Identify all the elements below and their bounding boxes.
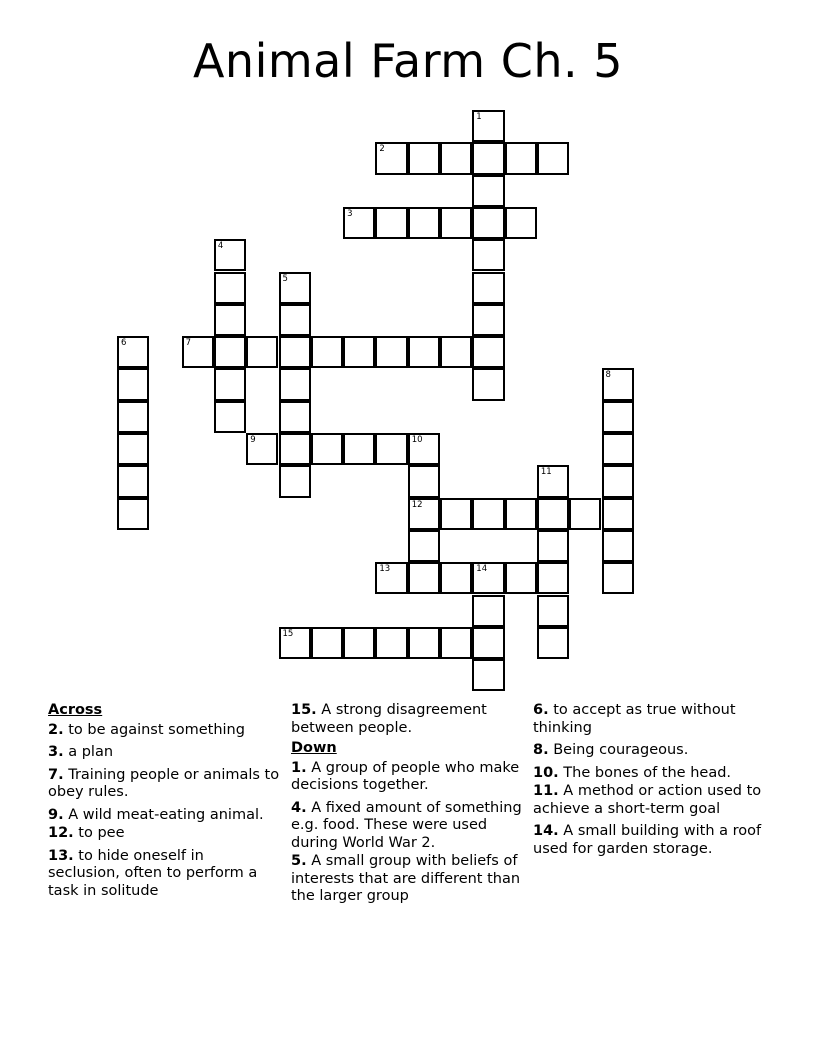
grid-cell[interactable] bbox=[472, 142, 504, 174]
grid-cell[interactable] bbox=[472, 110, 504, 142]
grid-cell[interactable] bbox=[117, 401, 149, 433]
grid-cell[interactable] bbox=[408, 207, 440, 239]
grid-cell[interactable] bbox=[537, 465, 569, 497]
grid-cell[interactable] bbox=[505, 207, 537, 239]
grid-cell[interactable] bbox=[472, 498, 504, 530]
clue-number: 9. bbox=[48, 806, 64, 823]
grid-cell[interactable] bbox=[117, 368, 149, 400]
grid-cell[interactable] bbox=[408, 433, 440, 465]
grid-cell[interactable] bbox=[214, 368, 246, 400]
grid-cell[interactable] bbox=[472, 304, 504, 336]
grid-cell[interactable] bbox=[279, 368, 311, 400]
grid-cell[interactable] bbox=[408, 465, 440, 497]
clue-text: A strong disagreement between people. bbox=[291, 702, 487, 736]
clue-across-9 bbox=[48, 807, 280, 825]
grid-cell[interactable] bbox=[472, 368, 504, 400]
clue-text: The bones of the head. bbox=[563, 764, 732, 781]
grid-cell[interactable] bbox=[375, 627, 407, 659]
clue-number: 14. bbox=[533, 823, 559, 839]
grid-cell[interactable] bbox=[472, 207, 504, 239]
grid-cell[interactable] bbox=[472, 175, 504, 207]
clue-text: a plan bbox=[68, 744, 114, 760]
clue-number: 13. bbox=[48, 847, 74, 864]
clue-across-7 bbox=[48, 767, 280, 802]
clue-number: 6. bbox=[533, 702, 549, 718]
grid-cell[interactable] bbox=[311, 627, 343, 659]
clue-number: 4. bbox=[291, 799, 307, 816]
grid-cell[interactable] bbox=[279, 627, 311, 659]
grid-cell[interactable] bbox=[408, 530, 440, 562]
clue-number: 15. bbox=[291, 702, 317, 718]
grid-cell[interactable] bbox=[408, 336, 440, 368]
cell-number: 3 bbox=[347, 208, 353, 219]
clue-number: 7. bbox=[48, 766, 64, 783]
clue-down-5 bbox=[291, 853, 525, 906]
across-heading: Across bbox=[48, 702, 103, 718]
grid-cell[interactable] bbox=[537, 530, 569, 562]
clue-text: A small building with a roof used for garden storage. bbox=[533, 823, 762, 857]
cell-number: 1 bbox=[476, 112, 482, 122]
clue-text: to pee bbox=[78, 825, 125, 841]
grid-cell[interactable] bbox=[279, 272, 311, 304]
clue-number: 3. bbox=[48, 744, 64, 760]
cell-number: 8 bbox=[605, 370, 611, 381]
clue-across-2 bbox=[48, 722, 280, 740]
grid-cell[interactable] bbox=[279, 304, 311, 336]
grid-cell[interactable] bbox=[602, 433, 634, 465]
clue-text: A method or action used to achieve a short-term goal bbox=[533, 783, 762, 817]
clue-number: 12. bbox=[48, 825, 74, 841]
cell-number: 2 bbox=[379, 144, 385, 155]
clue-across-12 bbox=[48, 825, 280, 843]
clue-down-14 bbox=[533, 823, 769, 858]
clue-text: to be against something bbox=[68, 721, 245, 738]
clue-text: A fixed amount of something e.g. food. These were used during World War 2. bbox=[291, 799, 522, 851]
grid-cell[interactable] bbox=[408, 498, 440, 530]
grid-cell[interactable] bbox=[537, 142, 569, 174]
clue-text: Training people or animals to obey rules. bbox=[48, 766, 280, 800]
grid-cell[interactable] bbox=[537, 627, 569, 659]
grid-cell[interactable] bbox=[375, 336, 407, 368]
down-heading: Down bbox=[291, 740, 337, 756]
grid-cell[interactable] bbox=[279, 465, 311, 497]
cell-number: 11 bbox=[540, 467, 552, 478]
cell-number: 7 bbox=[185, 338, 192, 349]
grid-cell[interactable] bbox=[505, 142, 537, 174]
grid-cell[interactable] bbox=[537, 562, 569, 594]
clue-across-3 bbox=[48, 744, 280, 762]
clues-column-1 bbox=[48, 702, 280, 905]
grid-cell[interactable] bbox=[246, 336, 278, 368]
grid-cell[interactable] bbox=[537, 498, 569, 530]
clue-number: 1. bbox=[291, 759, 307, 776]
grid-cell[interactable] bbox=[602, 498, 634, 530]
grid-cell[interactable] bbox=[602, 401, 634, 433]
clue-text: to hide oneself in seclusion, often to perform a task in solitude bbox=[48, 847, 258, 899]
grid-cell[interactable] bbox=[569, 498, 601, 530]
grid-cell[interactable] bbox=[472, 336, 504, 368]
clue-down-6 bbox=[533, 702, 769, 737]
grid-cell[interactable] bbox=[505, 498, 537, 530]
grid-cell[interactable] bbox=[472, 562, 504, 594]
grid-cell[interactable] bbox=[440, 562, 472, 594]
grid-cell[interactable] bbox=[440, 336, 472, 368]
grid-cell[interactable] bbox=[408, 562, 440, 594]
grid-cell[interactable] bbox=[343, 433, 375, 465]
clue-down-4 bbox=[291, 800, 525, 853]
clue-across-13 bbox=[48, 848, 280, 901]
grid-cell[interactable] bbox=[375, 562, 407, 594]
clue-down-10 bbox=[533, 765, 769, 783]
clue-down-1 bbox=[291, 760, 525, 795]
clue-number: 8. bbox=[533, 742, 549, 758]
grid-cell[interactable] bbox=[117, 498, 149, 530]
grid-cell[interactable] bbox=[311, 336, 343, 368]
cell-number: 12 bbox=[411, 499, 423, 510]
grid-cell[interactable] bbox=[214, 272, 246, 304]
grid-cell[interactable] bbox=[602, 465, 634, 497]
clue-number: 5. bbox=[291, 853, 307, 869]
clue-down-8 bbox=[533, 742, 769, 760]
cell-number: 14 bbox=[476, 564, 488, 575]
cell-number: 4 bbox=[217, 241, 224, 252]
grid-cell[interactable] bbox=[117, 465, 149, 497]
clue-text: A group of people who make decisions together. bbox=[291, 759, 520, 793]
clue-number: 10. bbox=[533, 764, 559, 781]
puzzle-title: Animal Farm Ch. 5 bbox=[192, 34, 624, 88]
grid-cell[interactable] bbox=[375, 207, 407, 239]
grid-cell[interactable] bbox=[472, 659, 504, 691]
grid-cell[interactable] bbox=[214, 401, 246, 433]
clues-column-3 bbox=[533, 702, 769, 863]
grid-cell[interactable] bbox=[440, 627, 472, 659]
grid-cell[interactable] bbox=[375, 142, 407, 174]
grid-cell[interactable] bbox=[214, 336, 246, 368]
clue-text: to accept as true without thinking bbox=[533, 702, 736, 736]
grid-cell[interactable] bbox=[343, 336, 375, 368]
grid-cell[interactable] bbox=[343, 627, 375, 659]
grid-cell[interactable] bbox=[279, 401, 311, 433]
clue-across-15 bbox=[291, 702, 525, 737]
grid-cell[interactable] bbox=[472, 627, 504, 659]
grid-cell[interactable] bbox=[279, 336, 311, 368]
grid-cell[interactable] bbox=[117, 433, 149, 465]
grid-cell[interactable] bbox=[602, 562, 634, 594]
grid-cell[interactable] bbox=[408, 627, 440, 659]
grid-cell[interactable] bbox=[214, 304, 246, 336]
cell-number: 13 bbox=[379, 564, 391, 575]
grid-cell[interactable] bbox=[472, 272, 504, 304]
grid-cell[interactable] bbox=[214, 239, 246, 271]
grid-cell[interactable] bbox=[440, 498, 472, 530]
grid-cell[interactable] bbox=[505, 562, 537, 594]
cell-number: 6 bbox=[121, 338, 127, 349]
clue-text: A small group with beliefs of interests that are different than the larger group bbox=[291, 853, 521, 904]
grid-cell[interactable] bbox=[246, 433, 278, 465]
clue-number: 2. bbox=[48, 721, 64, 738]
grid-cell[interactable] bbox=[182, 336, 214, 368]
clue-text: A wild meat-eating animal. bbox=[68, 806, 264, 823]
grid-cell[interactable] bbox=[375, 433, 407, 465]
clue-text: Being courageous. bbox=[553, 742, 689, 758]
cell-number: 9 bbox=[250, 435, 256, 445]
clues-column-2 bbox=[291, 702, 525, 911]
cell-number: 5 bbox=[282, 273, 288, 284]
grid-cell[interactable] bbox=[472, 239, 504, 271]
grid-cell[interactable] bbox=[279, 433, 311, 465]
clue-number: 11. bbox=[533, 783, 559, 799]
grid-cell[interactable] bbox=[537, 595, 569, 627]
grid-cell[interactable] bbox=[311, 433, 343, 465]
grid-cell[interactable] bbox=[343, 207, 375, 239]
grid-cell[interactable] bbox=[440, 207, 472, 239]
clue-down-11 bbox=[533, 783, 769, 818]
grid-cell[interactable] bbox=[602, 530, 634, 562]
grid-cell[interactable] bbox=[440, 142, 472, 174]
cell-number: 10 bbox=[411, 435, 423, 445]
grid-cell[interactable] bbox=[472, 595, 504, 627]
cell-number: 15 bbox=[282, 628, 294, 639]
grid-cell[interactable] bbox=[408, 142, 440, 174]
grid-cell[interactable] bbox=[602, 368, 634, 400]
grid-cell[interactable] bbox=[117, 336, 149, 368]
